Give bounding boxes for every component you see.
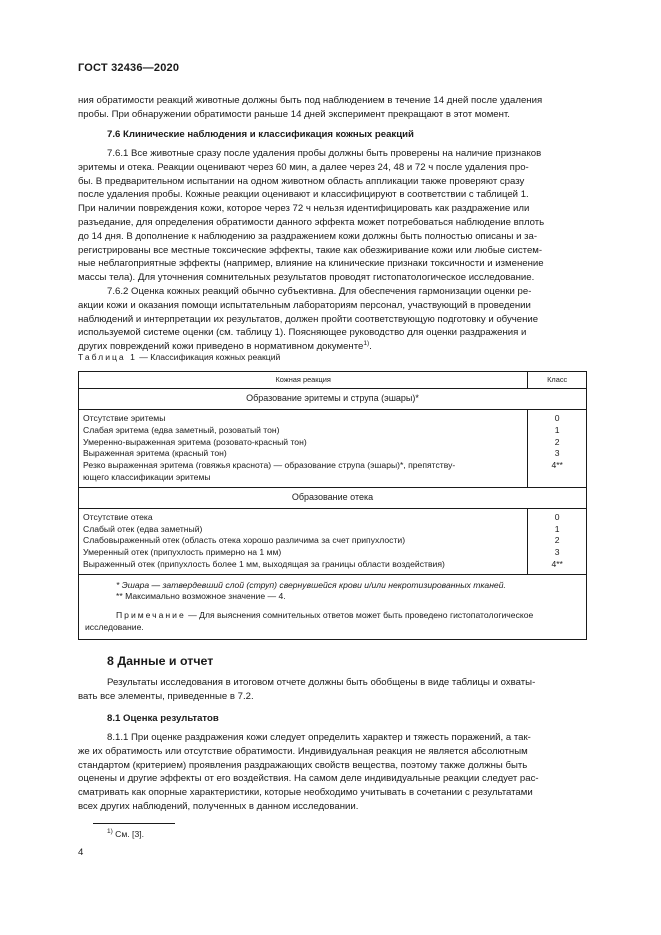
text-line: после удаления пробы. Кожные реакции оценивают и классифицируют в соответствии с таблицей 1.: [78, 189, 529, 201]
table-row-label: ющего классификации эритемы: [83, 471, 211, 482]
table-row-label: Отсутствие эритемы: [83, 413, 166, 423]
text-line: 8.1.1 При оценке раздражения кожи следует определить характер и тяжесть поражений, а так-: [107, 732, 531, 743]
column-header-class: Класс: [528, 372, 587, 389]
footnote-mark: 1): [107, 828, 113, 836]
table-cell-class: 0: [554, 511, 560, 522]
text-line: массы тела). Для уточнения сомнительных результатов проводят гистопатологическое исследование.: [78, 272, 535, 284]
text-fragment: других повреждений кожи приведено в нормативном документе: [78, 341, 364, 353]
paragraph-8-1-1: [78, 731, 586, 814]
column-header-reaction: Кожная реакция: [79, 372, 528, 389]
text-line: При наличии повреждения кожи, которое через 72 ч нельзя идентифицировать как раздражение или: [78, 203, 530, 215]
table-row-label: Выраженная эритема (красный тон): [83, 448, 227, 459]
text-fragment: .: [369, 341, 372, 353]
table-row-label: Слабый отек (едва заметный): [83, 523, 203, 534]
table-row-label: Резко выраженная эритема (говяжья краснота) — образование струпа (эшары)*, препятству-: [83, 460, 456, 471]
text-line: пробы. При обнаружении обратимости раньше 14 дней эксперимент прекращают в этот момент.: [78, 108, 510, 120]
erythema-section-heading: Образование эритемы и струпа (эшары)*: [79, 389, 587, 410]
erythema-classes: [528, 410, 587, 488]
text-line: Результаты исследования в итоговом отчете должны быть обобщены в виде таблицы и охваты-: [107, 677, 536, 688]
text-line: эритемы и отека. Реакции оценивают через 60 мин, а далее через 24, 48 и 72 ч после удаления про-: [78, 161, 529, 173]
table-caption: [78, 352, 280, 362]
note-text: — Для выяснения сомнительных ответов может быть проведено гистопатологическое: [185, 609, 534, 620]
table-caption-text: — Классификация кожных реакций: [136, 352, 281, 362]
section-8-1-title: 8.1 Оценка результатов: [107, 713, 219, 724]
skin-reaction-table: [78, 371, 587, 640]
intro-paragraph: [78, 94, 586, 122]
text-line: 7.6.2 Оценка кожных реакций обычно субъективна. Для обеспечения гармонизации оценки ре-: [107, 286, 532, 297]
table-notes: [79, 574, 587, 639]
text-line: же их обратимость или отсутствие обратимости. Индивидуальная реакция не является абсолютным: [78, 745, 528, 757]
text-line: сматривать как опорные характеристики, которые необходимо учитывать в сочетании с результатами: [78, 787, 533, 799]
section-7-6-title: 7.6 Клинические наблюдения и классификация кожных реакций: [107, 129, 414, 140]
footnote-reference: 1): [363, 340, 370, 347]
table-cell-class: 1: [554, 424, 560, 435]
table-cell-class: 4**: [551, 460, 563, 471]
table-cell-class: 2: [554, 535, 560, 546]
section-8-title: 8 Данные и отчет: [107, 654, 214, 668]
text-line: всех других наблюдений, полученных в данном исследовании.: [78, 800, 359, 812]
text-line: оценены и другие эффекты от его воздействия. На самом деле индивидуальные реакции следует рас-: [78, 773, 539, 785]
text-line: ные неблагоприятные эффекты (например, влияние на клинические признаки токсичности и изменение: [78, 258, 544, 270]
paragraph-7-6-2: [78, 285, 586, 354]
table-cell-class: 1: [554, 523, 560, 534]
edema-items: [79, 508, 528, 574]
table-row-label: Умеренный отек (припухлость примерно на 1 мм): [83, 547, 282, 558]
text-line: стандартом (критерием) проявления раздражающих свойств вещества, поэтому также должны быть: [78, 759, 528, 771]
table-row-label: Слабая эритема (едва заметный, розоватый тон): [83, 424, 280, 435]
page-number: 4: [78, 847, 84, 858]
text-line: вать все элементы, приведенные в 7.2.: [78, 690, 254, 702]
table-note: [85, 610, 580, 622]
table-caption-label: Таблица 1: [78, 352, 137, 362]
table-row-label: Слабовыраженный отек (область отека хорошо различима за счет припухлости): [83, 535, 406, 546]
paragraph-8: [78, 676, 586, 704]
table-cell-class: 2: [554, 436, 560, 447]
table-row-label: Отсутствие отека: [83, 511, 153, 522]
text-line: разъедание, для определения обратимости данного эффекта может потребоваться наблюдение вплоть: [78, 216, 545, 228]
text-line: регистрированы все местные токсические эффекты, такие как обезжиривание кожи или любые систем-: [78, 244, 543, 256]
table-cell-class: 0: [554, 413, 560, 423]
table-footnote: ** Максимально возможное значение — 4.: [116, 591, 286, 602]
text-line: используемой системе оценки (см. таблицу 1). Поясняющее руководство для оценки раздражения и: [78, 327, 527, 339]
text-line: 7.6.1 Все животные сразу после удаления пробы должны быть проверены на наличие признаков: [107, 148, 542, 159]
table-row-label: Выраженный отек (припухлость более 1 мм, выходящая за границы области воздействия): [83, 558, 445, 569]
paragraph-7-6-1: [78, 147, 586, 285]
edema-classes: [528, 508, 587, 574]
footnote-divider: [93, 823, 175, 824]
table-cell-class: 3: [554, 448, 560, 459]
footnote-text: См. [3].: [112, 829, 145, 839]
table-row-label: Умеренно-выраженная эритема (розовато-красный тон): [83, 436, 307, 447]
text-line: бы. В предварительном испытании на одном животном область аппликации также проверяют сразу: [78, 175, 525, 187]
page-footnote: [107, 829, 144, 839]
text-line: наблюдений и интерпретации их результатов, должен пройти соответствующую подготовку и обучение: [78, 313, 539, 325]
text-line: до 14 дня. В дополнение к наблюдению за раздражением кожи должны быть полностью описаны и за-: [78, 230, 538, 242]
table-footnote: * Эшара — затвердевший слой (струп) свернувшейся крови и/или некротизированных тканей.: [116, 579, 506, 590]
text-line: ния обратимости реакций животные должны быть под наблюдением в течение 14 дней после удаления: [78, 95, 543, 106]
text-line: акции кожи и оказания помощи испытательным лабораториям персонал, участвующий в проведении: [78, 299, 531, 311]
note-label: Примечание: [116, 609, 186, 620]
edema-section-heading: Образование отека: [79, 487, 587, 508]
note-text-continued: исследование.: [85, 621, 144, 632]
table-cell-class: 4**: [551, 558, 563, 569]
table-cell-class: 3: [554, 547, 560, 558]
erythema-items: [79, 410, 528, 488]
document-header: ГОСТ 32436—2020: [78, 62, 180, 74]
